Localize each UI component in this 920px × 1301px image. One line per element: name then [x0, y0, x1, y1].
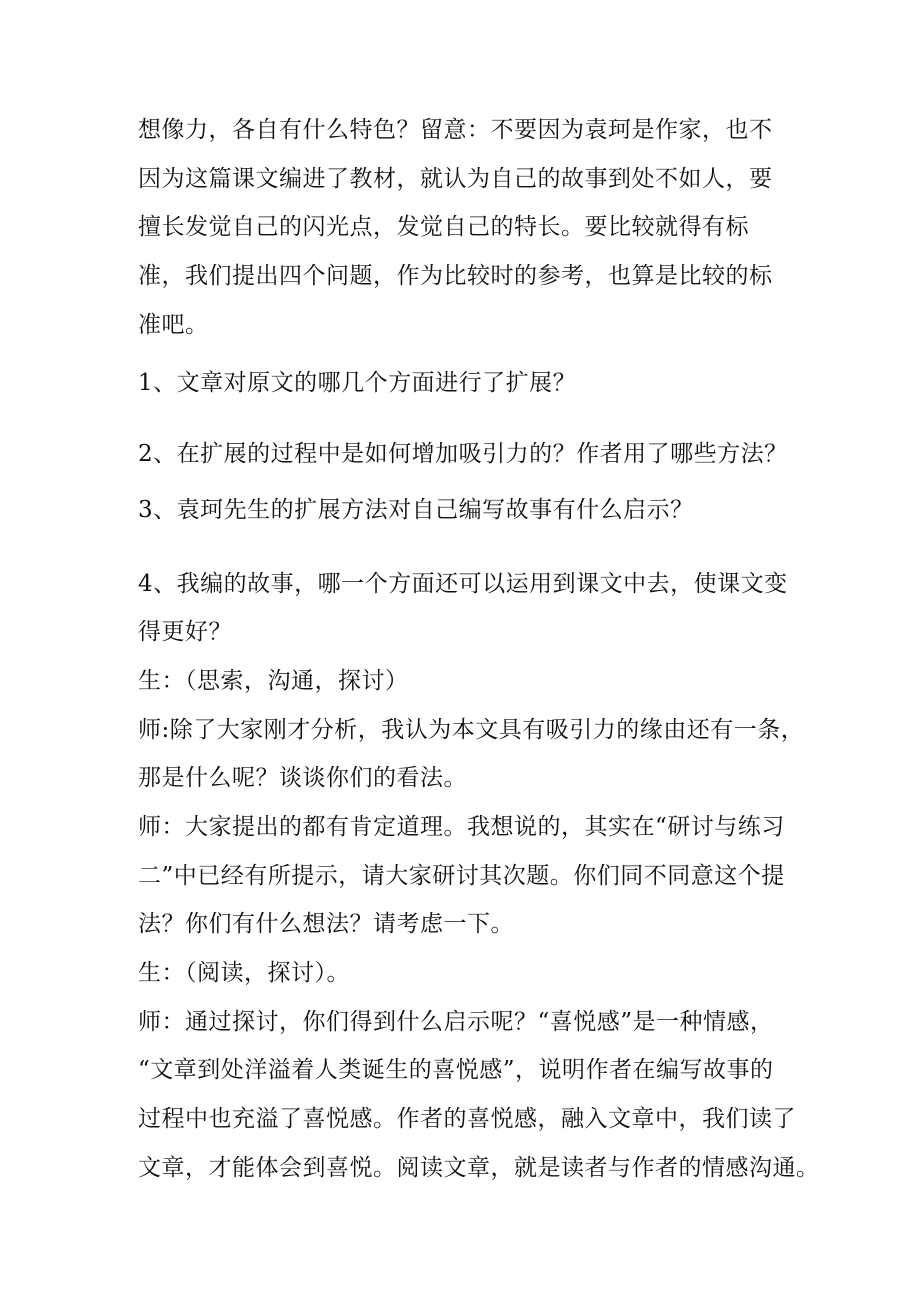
dialogue-line: 师:除了大家刚才分析，我认为本文具有吸引力的缘由还有一条，	[138, 717, 805, 743]
text-line: “文章到处洋溢着人类诞生的喜悦感”，说明作者在编写故事的	[138, 1057, 774, 1083]
dialogue-line: 师：通过探讨，你们得到什么启示呢？“喜悦感”是一种情感，	[138, 1009, 774, 1035]
text-line: 过程中也充溢了喜悦感。作者的喜悦感，融入文章中，我们读了	[138, 1106, 796, 1132]
dialogue-line: 生：（阅读，探讨）。	[138, 960, 350, 986]
question-item: 2、在扩展的过程中是如何增加吸引力的？作者用了哪些方法？	[138, 441, 788, 467]
text-line: 因为这篇课文编进了教材，就认为自己的故事到处不如人，要	[138, 166, 773, 192]
text-line: 二”中已经有所提示，请大家研讨其次题。你们同不同意这个提	[138, 863, 785, 889]
text-line: 准吧。	[138, 312, 209, 338]
question-item: 3、袁珂先生的扩展方法对自己编写故事有什么启示？	[138, 497, 694, 523]
text-line: 法？你们有什么想法？请考虑一下。	[138, 911, 514, 937]
question-item: 1、文章对原文的哪几个方面进行了扩展？	[138, 370, 577, 396]
dialogue-line: 生：（思索，沟通，探讨）	[138, 668, 409, 694]
text-line: 准，我们提出四个问题，作为比较时的参考，也算是比较的标	[138, 263, 773, 289]
text-line: 文章，才能体会到喜悦。阅读文章，就是读者与作者的情感沟通。	[138, 1155, 820, 1181]
text-line: 那是什么呢？谈谈你们的看法。	[138, 765, 467, 791]
text-line: 想像力，各自有什么特色？留意：不要因为袁珂是作家，也不	[138, 117, 773, 143]
text-line: 擅长发觉自己的闪光点，发觉自己的特长。要比较就得有标	[138, 214, 749, 240]
question-item: 4、我编的故事，哪一个方面还可以运用到课文中去，使课文变	[138, 571, 788, 597]
dialogue-line: 师：大家提出的都有肯定道理。我想说的，其实在“研讨与练习	[138, 814, 785, 840]
text-line: 得更好？	[138, 619, 232, 645]
